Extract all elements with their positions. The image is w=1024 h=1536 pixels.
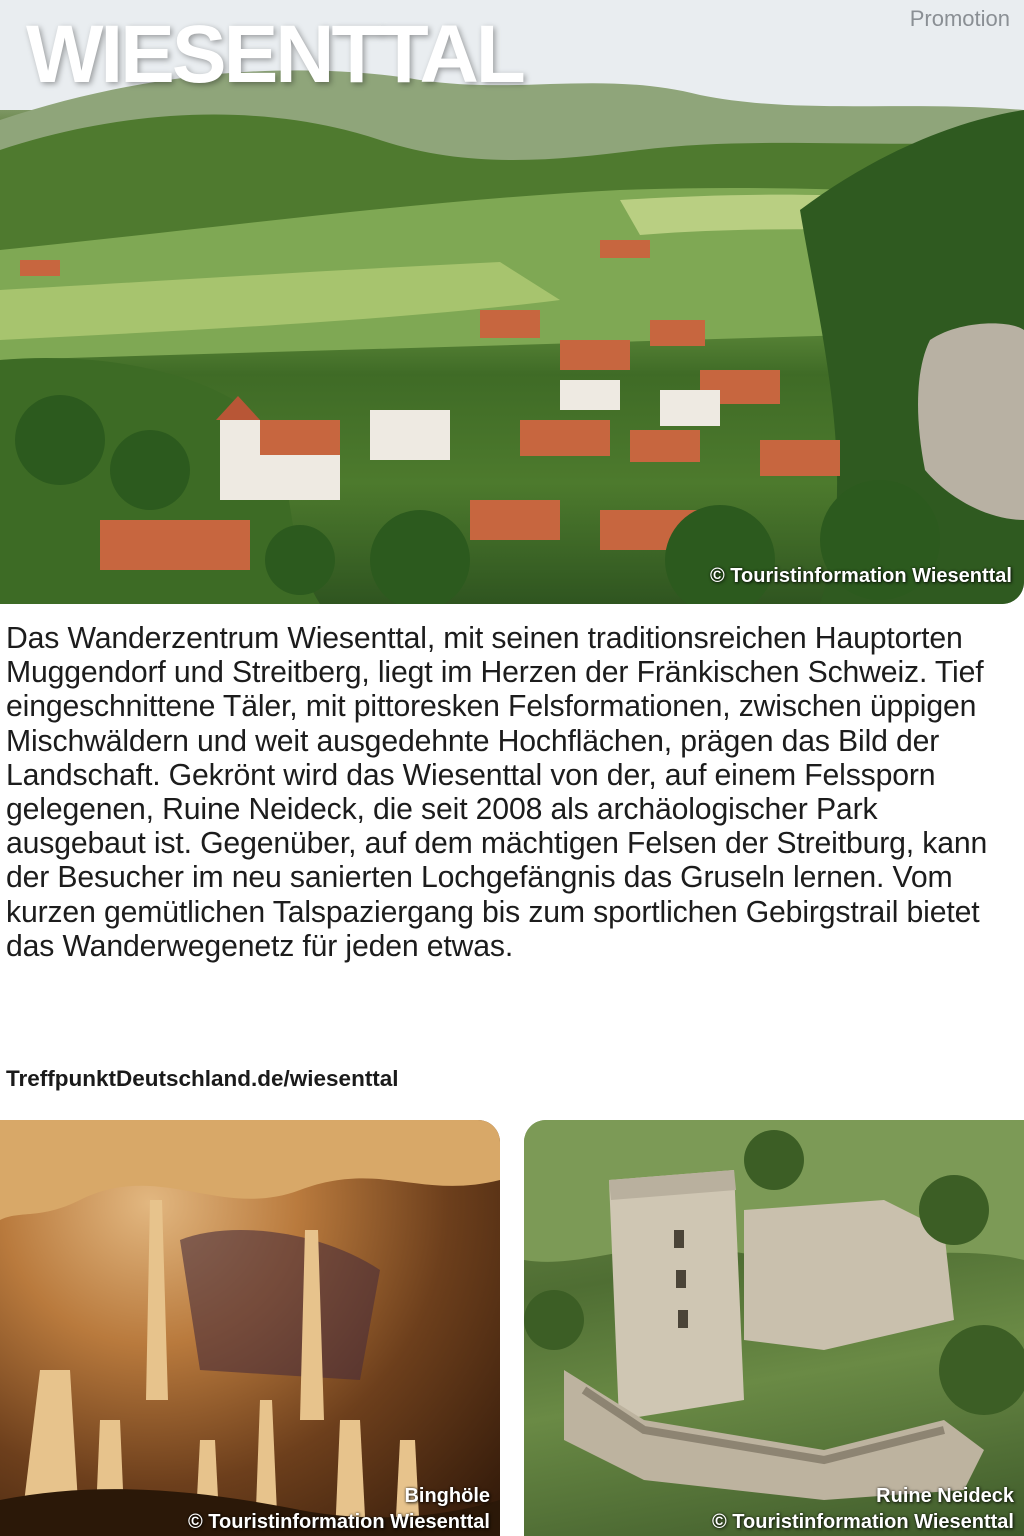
ruin-photo-caption: Ruine Neideck	[876, 1485, 1014, 1507]
cave-photo	[0, 1120, 500, 1536]
cave-photo-caption: Binghöle	[404, 1485, 490, 1507]
article-body: Das Wanderzentrum Wiesenttal, mit seinen traditionsreichen Hauptorten Muggendorf und Streitberg, liegt im Herzen der Fränkischen Schweiz. Tief eingeschnittene Täler, mit pittoresken Felsformationen, zwischen üppigen Mischwäldern und weit ausgedehnte Hochflächen, prägen das Bild der Landschaft. Gekrönt wird das Wiesenttal von der, auf einem Felssporn gelegenen, Ruine Neideck, die seit 2008 als archäologischer Park ausgebaut ist. Gegenüber, auf dem mächtigen Felsen der Streitburg, kann der Besucher im neu sanierten Lochgefängnis das Gruseln lernen. Vom kurzen gemütlichen Talspaziergang bis zum sportlichen Gebirgstrail bietet das Wanderwegenetz für jeden etwas.	[6, 622, 988, 963]
castle-ruin-illustration	[524, 1120, 1024, 1536]
cave-photo-credit: © Touristinformation Wiesenttal	[188, 1511, 490, 1533]
cave-stalagmites-illustration	[0, 1120, 500, 1536]
page-title: WIESENTTAL	[26, 9, 523, 100]
ruin-photo-credit: © Touristinformation Wiesenttal	[712, 1511, 1014, 1533]
hero-image	[0, 0, 1024, 604]
ruin-photo	[524, 1120, 1024, 1536]
promotion-label: Promotion	[909, 6, 1010, 31]
article-link[interactable]: TreffpunktDeutschland.de/wiesenttal	[6, 1066, 399, 1091]
hero-photo-credit: © Touristinformation Wiesenttal	[710, 565, 1012, 587]
